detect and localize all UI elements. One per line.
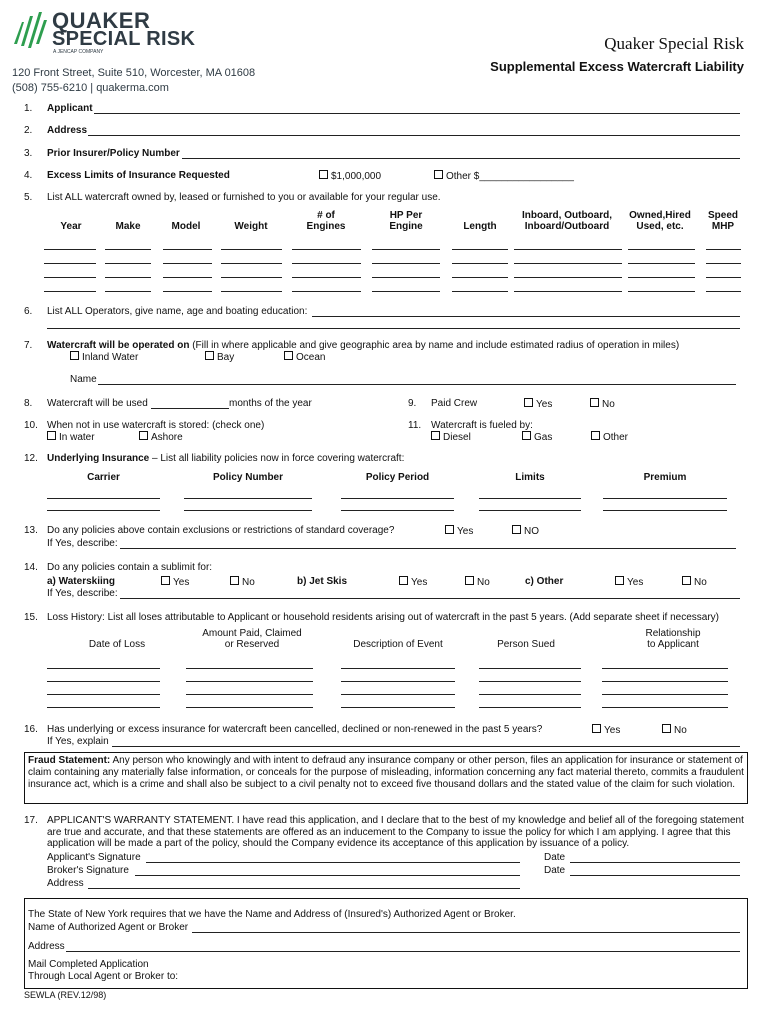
watercraft-column-header: Year — [60, 221, 82, 232]
ashore-label: Ashore — [151, 432, 183, 443]
table-cell-field[interactable] — [602, 694, 728, 695]
quaker-logo-icon — [12, 10, 52, 50]
table-cell-field[interactable] — [186, 694, 313, 695]
table-cell-field[interactable] — [221, 263, 282, 264]
table-cell-field[interactable] — [184, 510, 312, 511]
broker-date-label: Date — [544, 865, 566, 876]
table-cell-field[interactable] — [514, 277, 622, 278]
ashore-checkbox[interactable] — [139, 431, 148, 440]
q7-num: 7. — [24, 340, 33, 351]
underlying-insurance-column-header: Policy Number — [212, 472, 284, 483]
q16-num: 16. — [24, 724, 38, 735]
exclusions-no-label: NO — [524, 526, 539, 537]
q14-label: Do any policies contain a sublimit for: — [47, 562, 213, 573]
q15-label: Loss History: List all loses attributable to Applicant or household residents arising out of watercraft in the past 5 years. (Add separate sheet if necessary) — [47, 612, 720, 623]
q7-name-label: Name — [70, 374, 97, 385]
table-cell-field[interactable] — [479, 668, 581, 669]
table-cell-field[interactable] — [452, 263, 508, 264]
logo — [12, 10, 52, 50]
table-cell-field[interactable] — [341, 510, 454, 511]
q1-num: 1. — [24, 103, 33, 114]
underlying-insurance-column-header: Policy Period — [365, 472, 430, 483]
other-sublimit-no-label: No — [694, 577, 707, 588]
prior-insurer-field[interactable] — [182, 158, 740, 159]
loss-history-column-header: Description of Event — [353, 639, 443, 650]
jetskis-no-label: No — [477, 577, 490, 588]
months-used-field[interactable] — [151, 408, 229, 409]
q17-address-field[interactable] — [88, 888, 520, 889]
table-cell-field[interactable] — [479, 681, 581, 682]
underlying-insurance-column-header: Premium — [643, 472, 687, 483]
watercraft-column-header: Make — [115, 221, 141, 232]
q8-num: 8. — [24, 398, 33, 409]
q3-label: Prior Insurer/Policy Number — [47, 148, 180, 159]
q14-num: 14. — [24, 562, 38, 573]
logo-name-line1: QUAKER — [52, 8, 151, 33]
table-cell-field[interactable] — [628, 277, 695, 278]
form-code: SEWLA (REV.12/98) — [24, 990, 107, 1000]
table-cell-field[interactable] — [292, 291, 361, 292]
fuel-other-label: Other — [603, 432, 629, 443]
agent-address-field[interactable] — [66, 951, 740, 952]
cancelled-yes-checkbox[interactable] — [592, 724, 601, 733]
table-cell-field[interactable] — [452, 249, 508, 250]
limit-other-checkbox[interactable] — [434, 170, 443, 179]
table-cell-field[interactable] — [514, 249, 622, 250]
table-cell-field[interactable] — [341, 707, 455, 708]
operators-field[interactable] — [312, 316, 740, 317]
table-cell-field[interactable] — [47, 681, 160, 682]
q4-num: 4. — [24, 170, 33, 181]
applicant-date-field[interactable] — [570, 862, 740, 863]
sublimit-describe-field[interactable] — [120, 598, 740, 599]
loss-history-column-header: Relationship to Applicant — [645, 628, 701, 650]
logo-name-line2: SPECIAL RISK — [52, 28, 196, 50]
limit-1m-label: $1,000,000 — [331, 171, 382, 182]
exclusions-yes-checkbox[interactable] — [445, 525, 454, 534]
table-cell-field[interactable] — [603, 510, 727, 511]
table-cell-field[interactable] — [628, 291, 695, 292]
q14-waterskiing-label: a) Waterskiing — [47, 576, 115, 587]
company-name: Quaker Special Risk — [604, 34, 744, 53]
fraud-statement-heading: Fraud Statement: — [28, 755, 111, 766]
table-cell-field[interactable] — [603, 498, 727, 499]
table-cell-field[interactable] — [706, 249, 741, 250]
table-cell-field[interactable] — [105, 291, 151, 292]
fuel-other-checkbox[interactable] — [591, 431, 600, 440]
exclusions-no-checkbox[interactable] — [512, 525, 521, 534]
q13-describe-label: If Yes, describe: — [47, 538, 118, 549]
underlying-insurance-column-header: Carrier — [87, 472, 120, 483]
table-cell-field[interactable] — [341, 694, 455, 695]
q9-num: 9. — [408, 398, 417, 409]
table-cell-field[interactable] — [479, 510, 581, 511]
table-cell-field[interactable] — [372, 249, 440, 250]
table-cell-field[interactable] — [479, 707, 581, 708]
q6-label: List ALL Operators, give name, age and boating education: — [47, 306, 308, 317]
q10-num: 10. — [24, 420, 38, 431]
logo-tagline: A JENCAP COMPANY — [53, 49, 104, 55]
fraud-statement-box — [24, 752, 748, 804]
paid-crew-yes-checkbox[interactable] — [524, 398, 533, 407]
waterskiing-yes-label: Yes — [173, 577, 190, 588]
table-cell-field[interactable] — [479, 498, 581, 499]
gas-checkbox[interactable] — [522, 431, 531, 440]
table-cell-field[interactable] — [372, 263, 440, 264]
q10-label: When not in use watercraft is stored: (check one) — [47, 420, 265, 431]
q7-label: Watercraft will be operated on — [47, 340, 190, 351]
limit-other-label: Other $_________________ — [446, 171, 574, 182]
applicant-field[interactable] — [94, 113, 740, 114]
table-cell-field[interactable] — [44, 249, 96, 250]
ny-requirement-text: The State of New York requires that we have the Name and Address of (Insured's) Authorized Agent or Broker. — [28, 909, 516, 920]
q17-num: 17. — [24, 815, 38, 826]
q1-label: Applicant — [47, 103, 93, 114]
table-cell-field[interactable] — [602, 707, 728, 708]
table-cell-field[interactable] — [292, 249, 361, 250]
watercraft-column-header: Speed MHP — [707, 210, 738, 232]
table-cell-field[interactable] — [341, 498, 454, 499]
table-cell-field[interactable] — [221, 277, 282, 278]
table-cell-field[interactable] — [184, 498, 312, 499]
table-cell-field[interactable] — [706, 263, 741, 264]
q13-label: Do any policies above contain exclusions or restrictions of standard coverage? — [47, 525, 395, 536]
broker-date-field[interactable] — [570, 875, 740, 876]
table-cell-field[interactable] — [514, 291, 622, 292]
watercraft-column-header: Weight — [234, 221, 268, 232]
q14-jetskis-label: b) Jet Skis — [297, 576, 348, 587]
table-cell-field[interactable] — [44, 277, 96, 278]
table-cell-field[interactable] — [186, 707, 313, 708]
table-cell-field[interactable] — [221, 249, 282, 250]
table-cell-field[interactable] — [292, 277, 361, 278]
q5-num: 5. — [24, 192, 33, 203]
table-cell-field[interactable] — [628, 249, 695, 250]
q8-label-b: months of the year — [229, 398, 312, 409]
table-cell-field[interactable] — [372, 291, 440, 292]
applicant-date-label: Date — [544, 852, 566, 863]
inland-water-checkbox[interactable] — [70, 351, 79, 360]
inland-water-label: Inland Water — [82, 352, 139, 363]
form-title: Supplemental Excess Watercraft Liability — [490, 59, 744, 74]
area-name-field[interactable] — [98, 384, 736, 385]
watercraft-column-header: Length — [463, 221, 497, 232]
diesel-checkbox[interactable] — [431, 431, 440, 440]
q8-label-a: Watercraft will be used — [47, 398, 148, 409]
table-cell-field[interactable] — [44, 291, 96, 292]
ocean-label: Ocean — [296, 352, 326, 363]
bay-checkbox[interactable] — [205, 351, 214, 360]
table-cell-field[interactable] — [514, 263, 622, 264]
q9-label: Paid Crew — [431, 398, 478, 409]
table-cell-field[interactable] — [163, 277, 212, 278]
in-water-label: In water — [59, 432, 95, 443]
q14-describe-label: If Yes, describe: — [47, 588, 118, 599]
logo-address: 120 Front Street, Suite 510, Worcester, MA 01608 — [12, 67, 256, 79]
table-cell-field[interactable] — [706, 277, 741, 278]
other-sublimit-yes-checkbox[interactable] — [615, 576, 624, 585]
table-cell-field[interactable] — [186, 668, 313, 669]
other-sublimit-no-checkbox[interactable] — [682, 576, 691, 585]
gas-label: Gas — [534, 432, 553, 443]
broker-signature-field[interactable] — [135, 875, 520, 876]
table-cell-field[interactable] — [44, 263, 96, 264]
waterskiing-yes-checkbox[interactable] — [161, 576, 170, 585]
q17-address-label: Address — [47, 878, 84, 889]
agent-name-field[interactable] — [192, 932, 740, 933]
q14-other-label: c) Other — [525, 576, 564, 587]
table-cell-field[interactable] — [105, 263, 151, 264]
q3-num: 3. — [24, 148, 33, 159]
logo-phone-web: (508) 755-6210 | quakerma.com — [12, 82, 169, 94]
paid-crew-no-checkbox[interactable] — [590, 398, 599, 407]
loss-history-column-header: Amount Paid, Claimed or Reserved — [202, 628, 302, 650]
q12-instructions: – List all liability policies now in force covering watercraft: — [149, 453, 405, 464]
exclusions-yes-label: Yes — [457, 526, 474, 537]
fraud-statement-text: Any person who knowingly and with intent to defraud any insurance company or other person, files an application for insurance or statement of claim containing any materially false information, or conceals for the purpose of misleading, information concerning any fact material thereto, commits a fraudulent insurance act, which is a crime and shall also be subject to a civil penalty not to exceed five thousand dollars and the stated value of the claim for such violation. — [28, 755, 744, 790]
cancelled-explain-field[interactable] — [112, 746, 740, 747]
table-cell-field[interactable] — [47, 498, 160, 499]
waterskiing-no-label: No — [242, 577, 255, 588]
q13-num: 13. — [24, 525, 38, 536]
table-cell-field[interactable] — [341, 681, 455, 682]
watercraft-column-header: Model — [171, 221, 201, 232]
table-cell-field[interactable] — [292, 263, 361, 264]
q17-warranty-text: APPLICANT'S WARRANTY STATEMENT. I have read this application, and I declare that to the best of my knowledge and belief all of the foregoing statement are true and accurate, and that these statements are offered as an inducement to the Company to issue the policy for which I am applying. I agree that this application will be made a part of the policy, should the Company evidence its acceptance of this application by issuance of a policy. — [47, 815, 744, 849]
q7-instructions: (Fill in where applicable and give geographic area by name and include estimated radius of operation in miles) — [189, 340, 680, 351]
bay-label: Bay — [217, 352, 235, 363]
watercraft-column-header: Inboard, Outboard, Inboard/Outboard — [522, 210, 612, 232]
watercraft-column-header: HP Per Engine — [389, 210, 423, 232]
table-cell-field[interactable] — [105, 249, 151, 250]
q4-label: Excess Limits of Insurance Requested — [47, 170, 230, 181]
jetskis-yes-label: Yes — [411, 577, 428, 588]
other-sublimit-yes-label: Yes — [627, 577, 644, 588]
waterskiing-no-checkbox[interactable] — [230, 576, 239, 585]
cancelled-no-label: No — [674, 725, 687, 736]
loss-history-column-header: Date of Loss — [88, 639, 146, 650]
paid-crew-yes-label: Yes — [536, 399, 553, 410]
table-cell-field[interactable] — [341, 668, 455, 669]
diesel-label: Diesel — [443, 432, 471, 443]
table-cell-field[interactable] — [105, 277, 151, 278]
jetskis-yes-checkbox[interactable] — [399, 576, 408, 585]
fraud-statement — [25, 753, 747, 793]
table-cell-field[interactable] — [452, 277, 508, 278]
loss-history-column-header: Person Sued — [497, 639, 555, 650]
table-cell-field[interactable] — [706, 291, 741, 292]
table-cell-field[interactable] — [163, 263, 212, 264]
paid-crew-no-label: No — [602, 399, 615, 410]
watercraft-column-header: Owned,Hired Used, etc. — [629, 210, 691, 232]
table-cell-field[interactable] — [47, 668, 160, 669]
table-cell-field[interactable] — [372, 277, 440, 278]
q16-label: Has underlying or excess insurance for watercraft been cancelled, declined or non-renewed in the past 5 years? — [47, 724, 543, 735]
mail-line-1: Mail Completed Application — [28, 959, 149, 970]
q11-num: 11. — [408, 420, 422, 431]
table-cell-field[interactable] — [452, 291, 508, 292]
q5-label: List ALL watercraft owned by, leased or furnished to you or available for your regular use. — [47, 192, 441, 203]
cancelled-no-checkbox[interactable] — [662, 724, 671, 733]
broker-signature-label: Broker's Signature — [47, 865, 129, 876]
limit-1m-checkbox[interactable] — [319, 170, 328, 179]
applicant-signature-label: Applicant's Signature — [47, 852, 141, 863]
table-cell-field[interactable] — [163, 291, 212, 292]
table-cell-field[interactable] — [628, 263, 695, 264]
q2-label: Address — [47, 125, 88, 136]
table-cell-field[interactable] — [602, 668, 728, 669]
q11-label: Watercraft is fueled by: — [431, 420, 533, 431]
table-cell-field[interactable] — [47, 707, 160, 708]
q6-num: 6. — [24, 306, 33, 317]
table-cell-field[interactable] — [479, 694, 581, 695]
table-cell-field[interactable] — [186, 681, 313, 682]
table-cell-field[interactable] — [47, 510, 160, 511]
agent-name-label: Name of Authorized Agent or Broker — [28, 922, 189, 933]
q12-num: 12. — [24, 453, 38, 464]
q12-label: Underlying Insurance — [47, 453, 150, 464]
mail-line-2: Through Local Agent or Broker to: — [28, 971, 179, 982]
underlying-insurance-column-header: Limits — [515, 472, 545, 483]
address-field[interactable] — [88, 135, 740, 136]
table-cell-field[interactable] — [221, 291, 282, 292]
table-cell-field[interactable] — [602, 681, 728, 682]
watercraft-column-header: # of Engines — [306, 210, 346, 232]
applicant-signature-field[interactable] — [146, 862, 520, 863]
cancelled-yes-label: Yes — [604, 725, 621, 736]
in-water-checkbox[interactable] — [47, 431, 56, 440]
q16-explain-label: If Yes, explain — [47, 736, 109, 747]
q15-num: 15. — [24, 612, 38, 623]
exclusions-describe-field[interactable] — [120, 548, 736, 549]
ocean-checkbox[interactable] — [284, 351, 293, 360]
operators-field-2[interactable] — [47, 328, 740, 329]
agent-address-label: Address — [28, 941, 65, 952]
table-cell-field[interactable] — [163, 249, 212, 250]
jetskis-no-checkbox[interactable] — [465, 576, 474, 585]
table-cell-field[interactable] — [47, 694, 160, 695]
q2-num: 2. — [24, 125, 33, 136]
